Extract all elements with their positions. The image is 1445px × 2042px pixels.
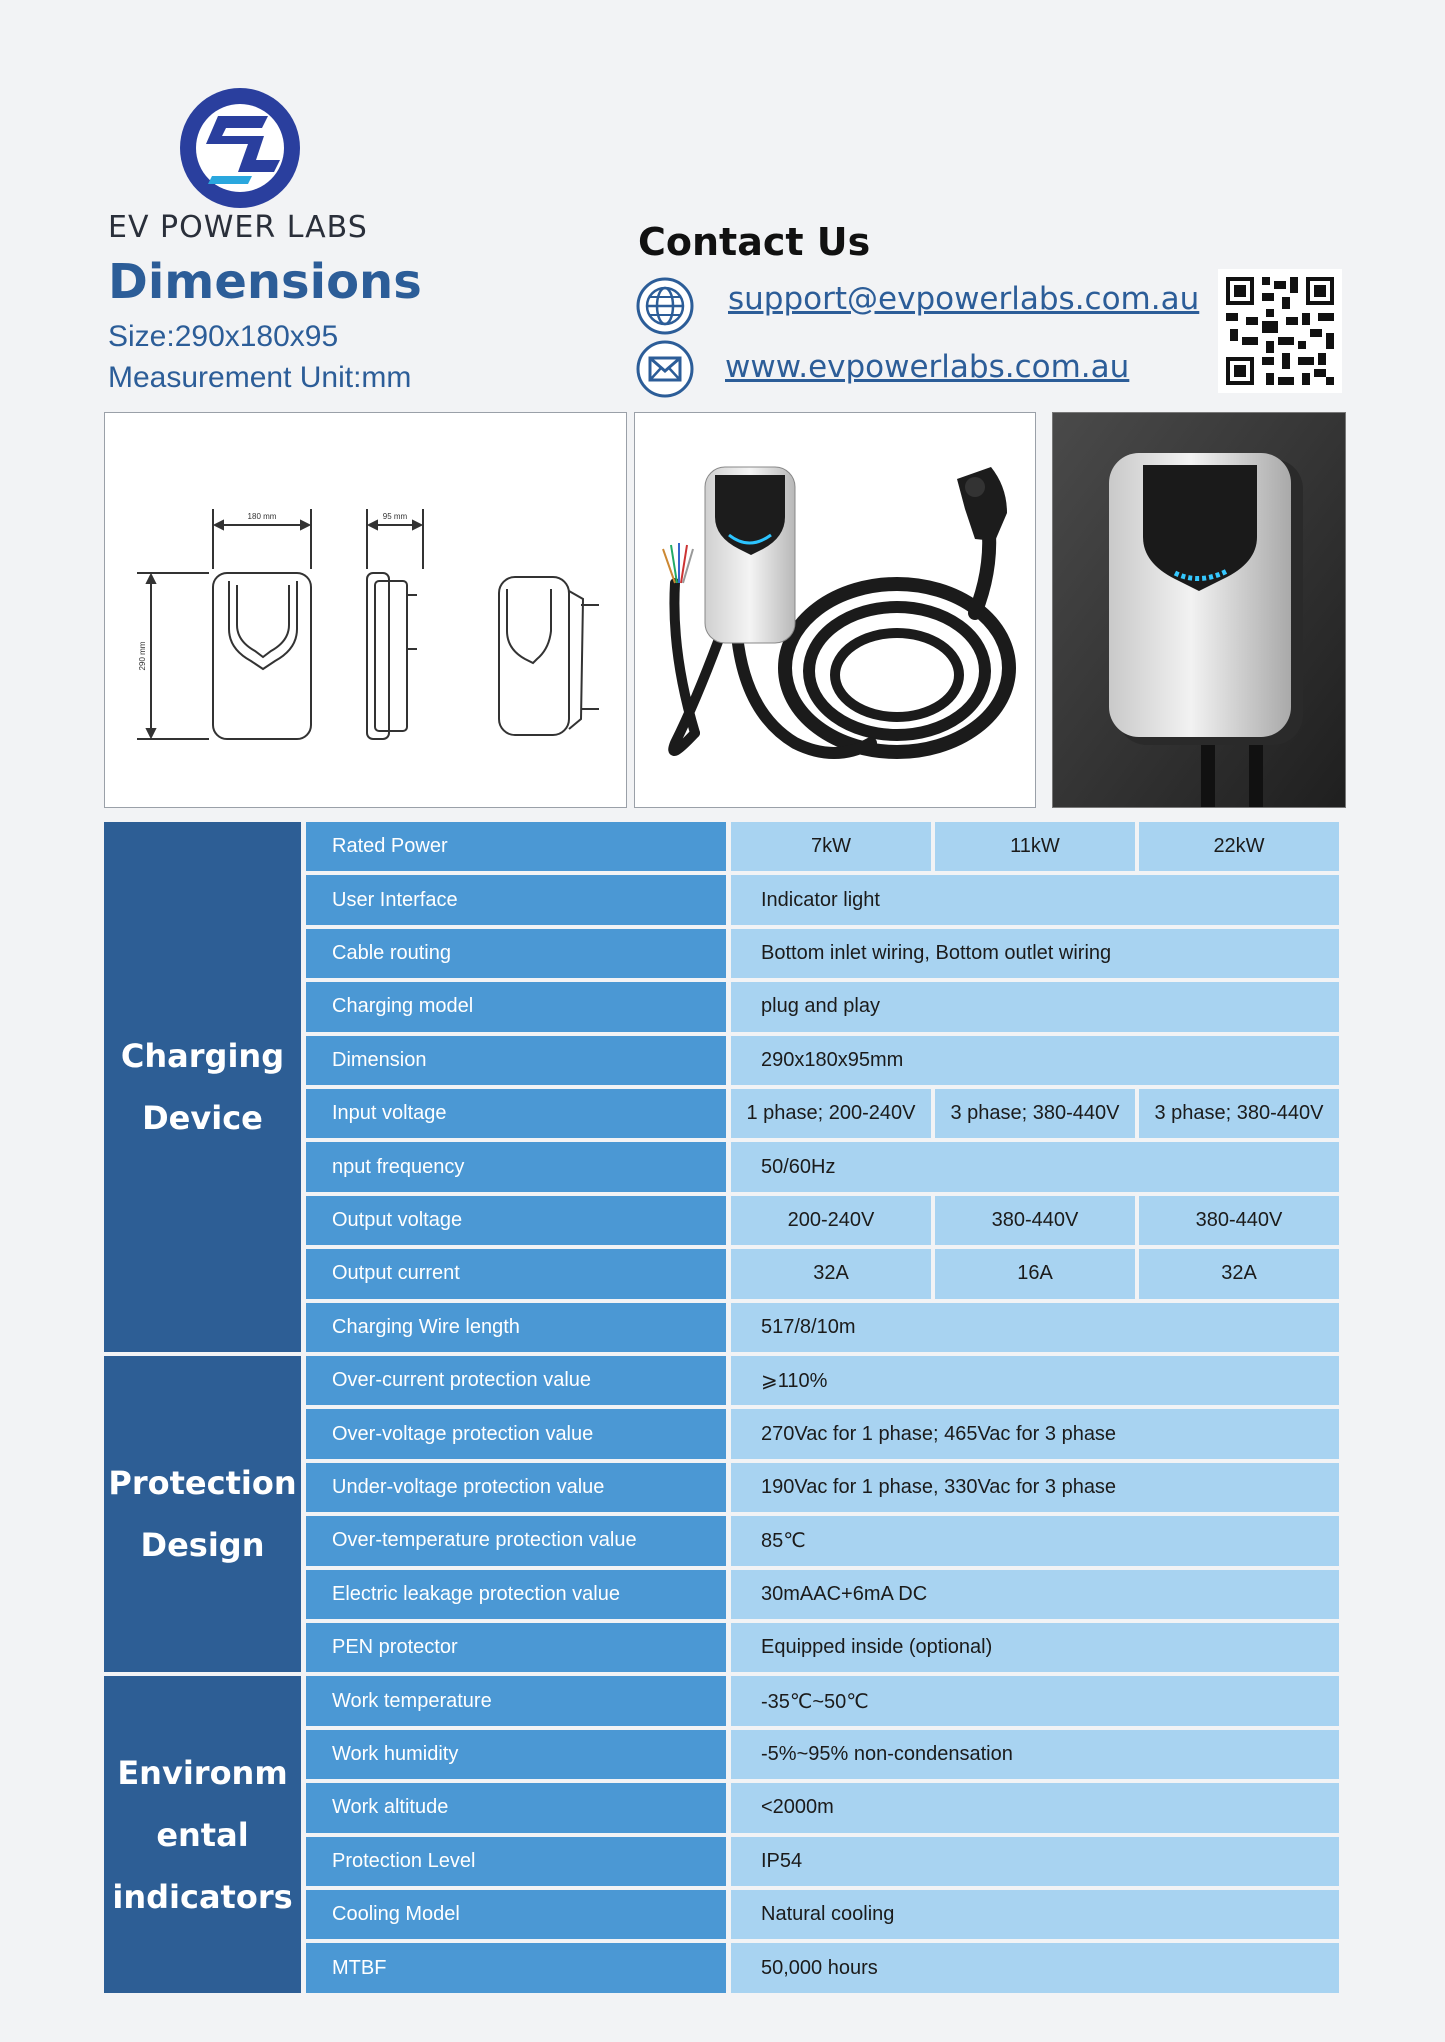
spec-label: Input voltage <box>306 1089 726 1138</box>
mail-icon <box>636 340 694 398</box>
spec-label: Over-current protection value <box>306 1356 726 1405</box>
email-link[interactable]: support@evpowerlabs.com.au <box>728 281 1200 317</box>
spec-value: 85℃ <box>731 1516 1339 1565</box>
section-header: Protection Design <box>104 1356 301 1672</box>
dimension-drawing <box>105 413 627 808</box>
spec-label: Work temperature <box>306 1676 726 1725</box>
spec-label: MTBF <box>306 1943 726 1992</box>
spec-value: -5%~95% non-condensation <box>731 1730 1339 1779</box>
spec-label: PEN protector <box>306 1623 726 1672</box>
height-dimension-label: 290 mm <box>138 641 147 671</box>
spec-label: User Interface <box>306 875 726 924</box>
spec-value-cell: 380-440V <box>935 1196 1135 1245</box>
spec-label: Rated Power <box>306 822 726 871</box>
spec-value-cell: 380-440V <box>1139 1196 1339 1245</box>
globe-icon <box>636 277 694 335</box>
spec-label: Over-voltage protection value <box>306 1409 726 1458</box>
mounted-charger-photo <box>1052 412 1346 808</box>
spec-value: Natural cooling <box>731 1890 1339 1939</box>
spec-value: Bottom inlet wiring, Bottom outlet wiring <box>731 929 1339 978</box>
spec-label: Electric leakage protection value <box>306 1570 726 1619</box>
spec-value: Equipped inside (optional) <box>731 1623 1339 1672</box>
spec-value: IP54 <box>731 1837 1339 1886</box>
spec-value: 50,000 hours <box>731 1943 1339 1992</box>
spec-value-cell: 3 phase; 380-440V <box>935 1089 1135 1138</box>
spec-value-cell: 32A <box>1139 1249 1339 1298</box>
ev-power-labs-logo-icon <box>178 86 302 210</box>
spec-value: 190Vac for 1 phase, 330Vac for 3 phase <box>731 1463 1339 1512</box>
dimension-drawing-panel <box>104 412 627 808</box>
spec-label: Cable routing <box>306 929 726 978</box>
spec-label: Charging Wire length <box>306 1303 726 1352</box>
spec-label: Protection Level <box>306 1837 726 1886</box>
spec-value: <2000m <box>731 1783 1339 1832</box>
spec-value-cell: 200-240V <box>731 1196 931 1245</box>
spec-value-cell: 3 phase; 380-440V <box>1139 1089 1339 1138</box>
size-text: Size:290x180x95 <box>108 320 339 353</box>
spec-label: Output voltage <box>306 1196 726 1245</box>
spec-value-cell: 7kW <box>731 822 931 871</box>
contact-title: Contact Us <box>638 220 871 264</box>
spec-value: 50/60Hz <box>731 1142 1339 1191</box>
spec-value: 517/8/10m <box>731 1303 1339 1352</box>
spec-value: 290x180x95mm <box>731 1036 1339 1085</box>
website-link[interactable]: www.evpowerlabs.com.au <box>725 349 1130 385</box>
spec-value-cell: 32A <box>731 1249 931 1298</box>
spec-value: 270Vac for 1 phase; 465Vac for 3 phase <box>731 1409 1339 1458</box>
brand-name: EV POWER LABS <box>108 210 368 245</box>
section-header: Charging Device <box>104 822 301 1352</box>
spec-label: Over-temperature protection value <box>306 1516 726 1565</box>
spec-value-cell: 1 phase; 200-240V <box>731 1089 931 1138</box>
spec-value-cell: 16A <box>935 1249 1135 1298</box>
spec-value: plug and play <box>731 982 1339 1031</box>
spec-value-cell: 11kW <box>935 822 1135 871</box>
spec-label: Dimension <box>306 1036 726 1085</box>
spec-value: ⩾110% <box>731 1356 1339 1405</box>
section-header: Environm ental indicators <box>104 1676 301 1992</box>
charger-with-cable-photo <box>634 412 1036 808</box>
spec-label: Cooling Model <box>306 1890 726 1939</box>
unit-text: Measurement Unit:mm <box>108 361 412 394</box>
spec-label: nput frequency <box>306 1142 726 1191</box>
spec-value-cell: 22kW <box>1139 822 1339 871</box>
dimensions-title: Dimensions <box>108 254 422 310</box>
spec-value: -35℃~50℃ <box>731 1676 1339 1725</box>
spec-label: Work humidity <box>306 1730 726 1779</box>
qr-code-icon <box>1218 269 1342 393</box>
spec-label: Charging model <box>306 982 726 1031</box>
spec-label: Output current <box>306 1249 726 1298</box>
depth-dimension-label: 95 mm <box>382 512 408 521</box>
spec-value: Indicator light <box>731 875 1339 924</box>
spec-value: 30mAAC+6mA DC <box>731 1570 1339 1619</box>
spec-label: Under-voltage protection value <box>306 1463 726 1512</box>
width-dimension-label: 180 mm <box>247 512 277 521</box>
spec-label: Work altitude <box>306 1783 726 1832</box>
